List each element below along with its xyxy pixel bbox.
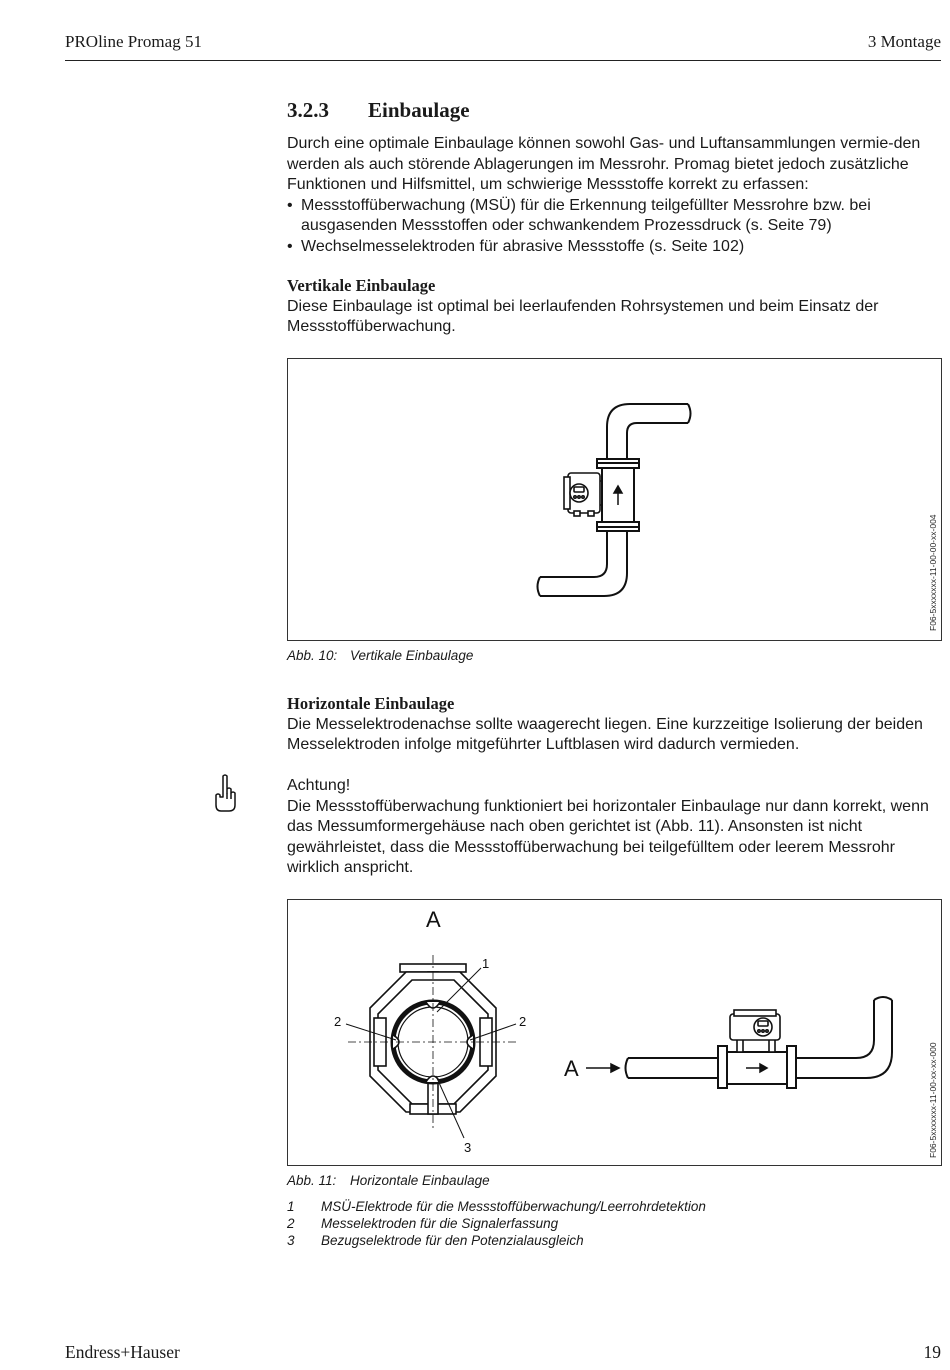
note-block xyxy=(287,776,942,879)
legend-item xyxy=(287,1232,887,1249)
feature-list xyxy=(287,196,942,258)
callout-2-right: 2 xyxy=(519,1014,527,1029)
legend-number: 2 xyxy=(287,1216,295,1231)
figure-id: F06-5xxxxxxx-11-00-00-xx-004 xyxy=(928,514,938,631)
section-heading xyxy=(287,98,470,123)
section-title: Einbaulage xyxy=(368,98,470,122)
section-number: 3.2.3 xyxy=(287,98,329,122)
legend-number: 1 xyxy=(287,1199,295,1214)
list-item: • Wechselmesselektroden für abrasive Messstoffe (s. Seite 102) xyxy=(287,237,942,258)
vertical-heading: Vertikale Einbaulage xyxy=(287,276,436,295)
figure-horizontal-installation xyxy=(287,899,942,1166)
header-divider xyxy=(65,60,941,61)
note-paragraph: Die Messstoffüberwachung funktioniert bei horizontaler Einbaulage nur dann korrekt, wenn das Messumformergehäuse nach oben gerichtet ist (Abb. 11). Ansonsten ist nicht gewährleistet, dass die Messstoffüberwachung bei teilgefülltem oder leerem Messrohr wirklich anspricht. xyxy=(287,797,929,876)
vertical-paragraph: Diese Einbaulage ist optimal bei leerlaufenden Rohrsystemen und beim Einsatz der Messstoffüberwachung. xyxy=(287,297,879,335)
figure-10-caption xyxy=(287,648,473,663)
horizontal-paragraph: Die Messelektrodenachse sollte waagerecht liegen. Eine kurzzeitige Isolierung der beiden Messelektroden infolge mitgeführter Luftblasen wird dadurch vermieden. xyxy=(287,715,923,753)
horizontal-pipe-diagram xyxy=(288,900,941,1165)
horizontal-block xyxy=(287,694,942,756)
note-title: Achtung! xyxy=(287,777,351,794)
page-number: 19 xyxy=(923,1342,941,1362)
callout-2-left: 2 xyxy=(334,1014,342,1029)
pointing-hand-icon xyxy=(212,773,238,818)
intro-block xyxy=(287,134,942,257)
legend-text: Bezugselektrode für den Potenzialausgleich xyxy=(321,1233,584,1248)
vertical-block xyxy=(287,276,942,338)
list-item: • Messstoffüberwachung (MSÜ) für die Erkennung teilgefüllter Messrohre bzw. bei ausgasenden Messstoffen oder schwankendem Prozessdruck (s. Seite 79) xyxy=(287,196,942,237)
running-header-chapter: 3 Montage xyxy=(867,32,941,51)
legend-number: 3 xyxy=(287,1233,295,1248)
figure-id: F06-5xxxxxxx-11-00-xx-xx-000 xyxy=(928,1042,938,1158)
legend-item xyxy=(287,1198,887,1215)
caption-label: Abb. 11: xyxy=(287,1173,337,1188)
callout-3: 3 xyxy=(464,1140,472,1155)
horizontal-heading: Horizontale Einbaulage xyxy=(287,694,455,713)
caption-text: Horizontale Einbaulage xyxy=(350,1173,490,1188)
footer-brand: Endress+Hauser xyxy=(65,1342,180,1362)
figure-legend xyxy=(287,1198,887,1249)
legend-text: Messelektroden für die Signalerfassung xyxy=(321,1216,559,1231)
running-header-title: PROline Promag 51 xyxy=(65,32,202,51)
vertical-pipe-diagram xyxy=(288,359,941,640)
caption-text: Vertikale Einbaulage xyxy=(350,648,474,663)
intro-paragraph: Durch eine optimale Einbaulage können sowohl Gas- und Luftansammlungen vermie-den werden als auch störende Ablagerungen im Messrohr. Promag bietet jedoch zusätzliche Funktionen und Hilfsmittel, um schwierige Messstoffe korrekt zu erfassen: xyxy=(287,135,921,193)
callout-1: 1 xyxy=(482,956,490,971)
figure-vertical-installation xyxy=(287,358,942,641)
direction-label-a: A xyxy=(564,1056,579,1081)
legend-item xyxy=(287,1215,887,1232)
legend-text: MSÜ-Elektrode für die Messstoffüberwachung/Leerrohrdetektion xyxy=(321,1199,706,1214)
view-label-a: A xyxy=(426,907,441,932)
figure-11-caption xyxy=(287,1173,490,1188)
caption-label: Abb. 10: xyxy=(287,648,338,663)
